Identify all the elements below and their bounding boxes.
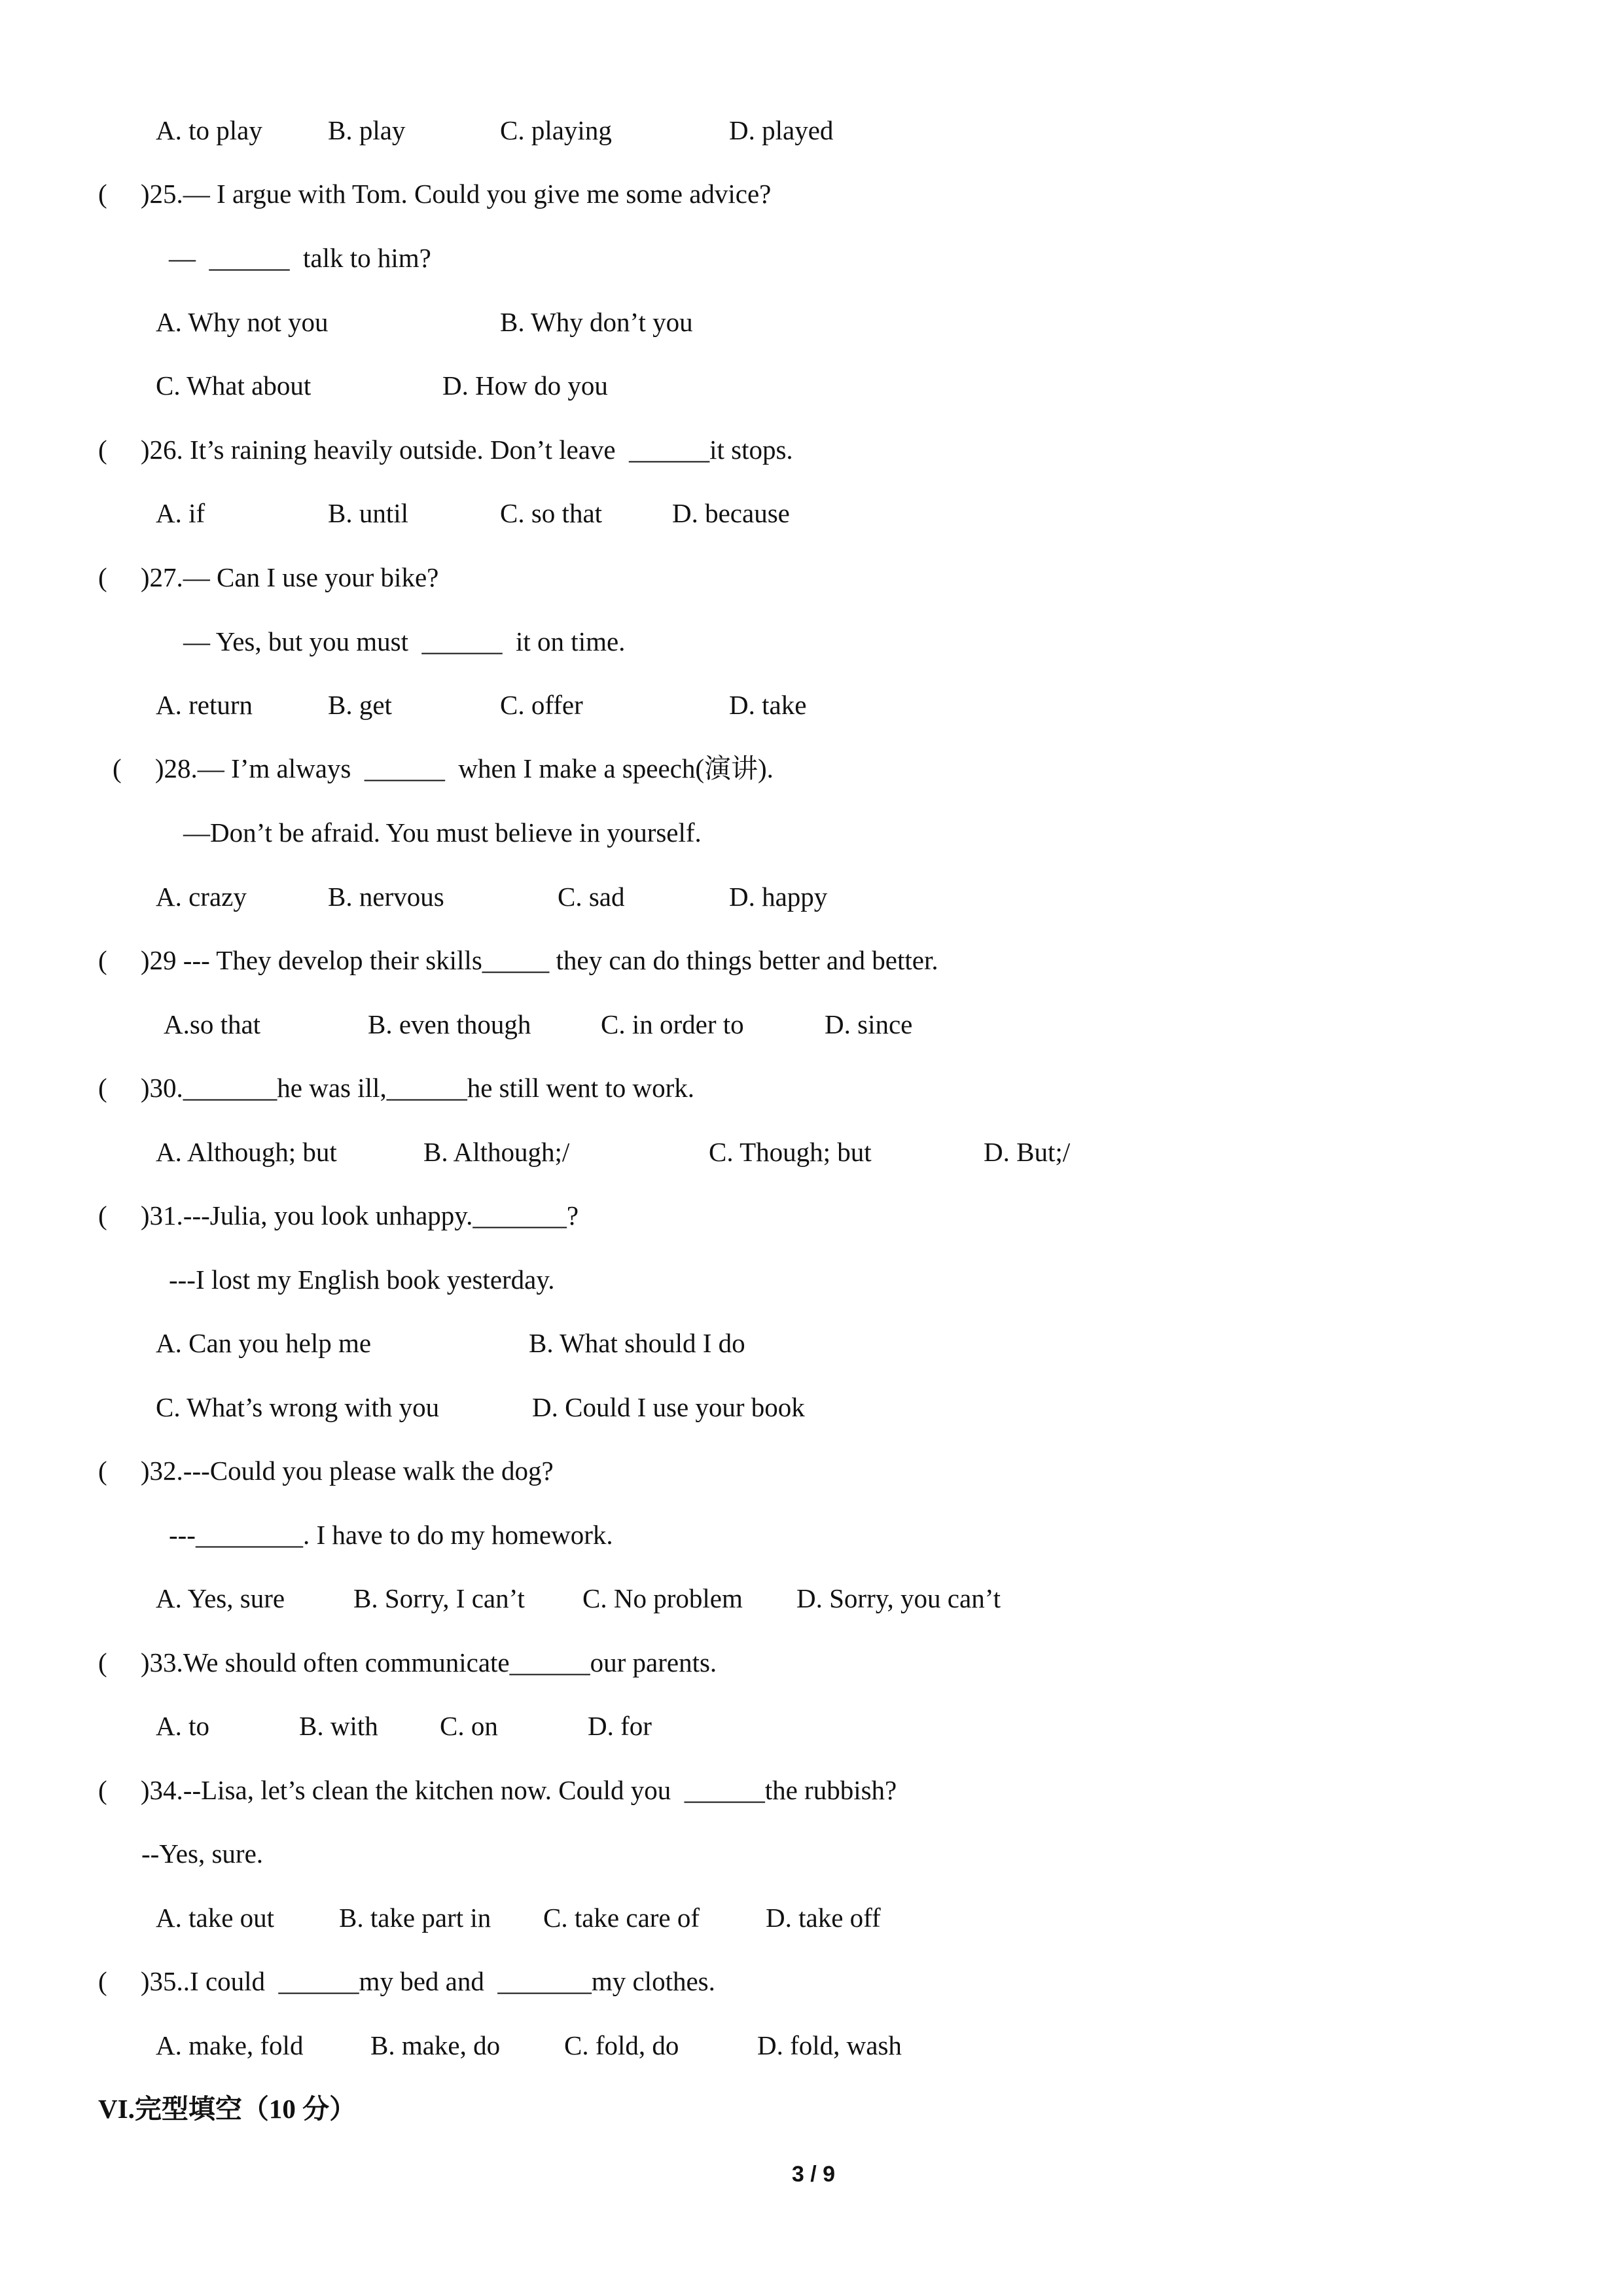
q33-option-a: A. to [156, 1711, 209, 1741]
q27-reply: — Yes, but you must ______ it on time. [183, 626, 626, 656]
q25-option-a: A. Why not you [156, 307, 329, 337]
q26-option-c: C. so that [500, 498, 603, 528]
q25-option-c: C. What about [156, 370, 312, 401]
q28-option-d: D. happy [729, 882, 828, 912]
page-number: 3 / 9 [791, 2162, 836, 2187]
q35-option-a: A. make, fold [156, 2030, 304, 2060]
q24-option-b: B. play [328, 115, 406, 145]
q28-reply: —Don’t be afraid. You must believe in yourself. [183, 817, 702, 848]
q26-option-a: A. if [156, 498, 205, 528]
q34-option-d: D. take off [766, 1903, 881, 1933]
q31-option-c: C. What’s wrong with you [156, 1392, 440, 1422]
q34-option-c: C. take care of [543, 1903, 700, 1933]
q32-reply: ---________. I have to do my homework. [169, 1520, 613, 1550]
q32-option-b: B. Sorry, I can’t [353, 1583, 525, 1613]
q28-option-c: C. sad [558, 882, 625, 912]
q31-stem: ( )31.---Julia, you look unhappy._______? [98, 1200, 579, 1230]
q31-option-a: A. Can you help me [156, 1328, 372, 1358]
q34-option-a: A. take out [156, 1903, 275, 1933]
q26-option-b: B. until [328, 498, 409, 528]
q27-option-b: B. get [328, 690, 392, 720]
q33-stem: ( )33.We should often communicate______our parents. [98, 1647, 717, 1677]
q29-option-d: D. since [825, 1009, 913, 1039]
q31-option-d: D. Could I use your book [532, 1392, 805, 1422]
q32-option-c: C. No problem [582, 1583, 743, 1613]
q32-stem: ( )32.---Could you please walk the dog? [98, 1456, 554, 1486]
q34-stem: ( )34.--Lisa, let’s clean the kitchen now. Could you ______the rubbish? [98, 1775, 897, 1805]
q25-option-d: D. How do you [442, 370, 608, 401]
q24-option-d: D. played [729, 115, 834, 145]
q28-stem: ( )28.— I’m always ______ when I make a speech(演讲). [113, 753, 774, 783]
q29-option-b: B. even though [368, 1009, 531, 1039]
q31-reply: ---I lost my English book yesterday. [169, 1265, 555, 1295]
q33-option-b: B. with [299, 1711, 378, 1741]
q31-option-b: B. What should I do [529, 1328, 745, 1358]
q30-option-a: A. Although; but [156, 1137, 337, 1167]
q28-option-a: A. crazy [156, 882, 247, 912]
q24-option-a: A. to play [156, 115, 262, 145]
q35-option-b: B. make, do [370, 2030, 501, 2060]
q25-stem: ( )25.— I argue with Tom. Could you give me some advice? [98, 179, 772, 209]
q24-option-c: C. playing [500, 115, 612, 145]
q30-stem: ( )30._______he was ill,______he still went to work. [98, 1073, 695, 1103]
q26-option-d: D. because [672, 498, 790, 528]
q27-stem: ( )27.— Can I use your bike? [98, 562, 439, 592]
q29-option-a: A.so that [164, 1009, 261, 1039]
q35-stem: ( )35..I could ______my bed and _______my clothes. [98, 1966, 715, 1996]
q28-option-b: B. nervous [328, 882, 444, 912]
q34-option-b: B. take part in [339, 1903, 491, 1933]
q33-option-c: C. on [440, 1711, 498, 1741]
q29-stem: ( )29 --- They develop their skills_____ they can do things better and better. [98, 945, 938, 975]
q25-reply: — ______ talk to him? [169, 243, 431, 273]
section-vi-heading: VI.完型填空（10 分） [98, 2094, 357, 2124]
q30-option-d: D. But;/ [984, 1137, 1071, 1167]
q26-stem: ( )26. It’s raining heavily outside. Don’t leave ______it stops. [98, 435, 793, 465]
q27-option-a: A. return [156, 690, 253, 720]
q33-option-d: D. for [588, 1711, 652, 1741]
q30-option-c: C. Though; but [709, 1137, 872, 1167]
q25-option-b: B. Why don’t you [500, 307, 693, 337]
q30-option-b: B. Although;/ [423, 1137, 570, 1167]
q27-option-d: D. take [729, 690, 807, 720]
q34-reply: --Yes, sure. [141, 1839, 264, 1869]
q35-option-d: D. fold, wash [757, 2030, 902, 2060]
q35-option-c: C. fold, do [564, 2030, 679, 2060]
q29-option-c: C. in order to [601, 1009, 744, 1039]
q27-option-c: C. offer [500, 690, 583, 720]
q32-option-d: D. Sorry, you can’t [796, 1583, 1001, 1613]
q32-option-a: A. Yes, sure [156, 1583, 285, 1613]
